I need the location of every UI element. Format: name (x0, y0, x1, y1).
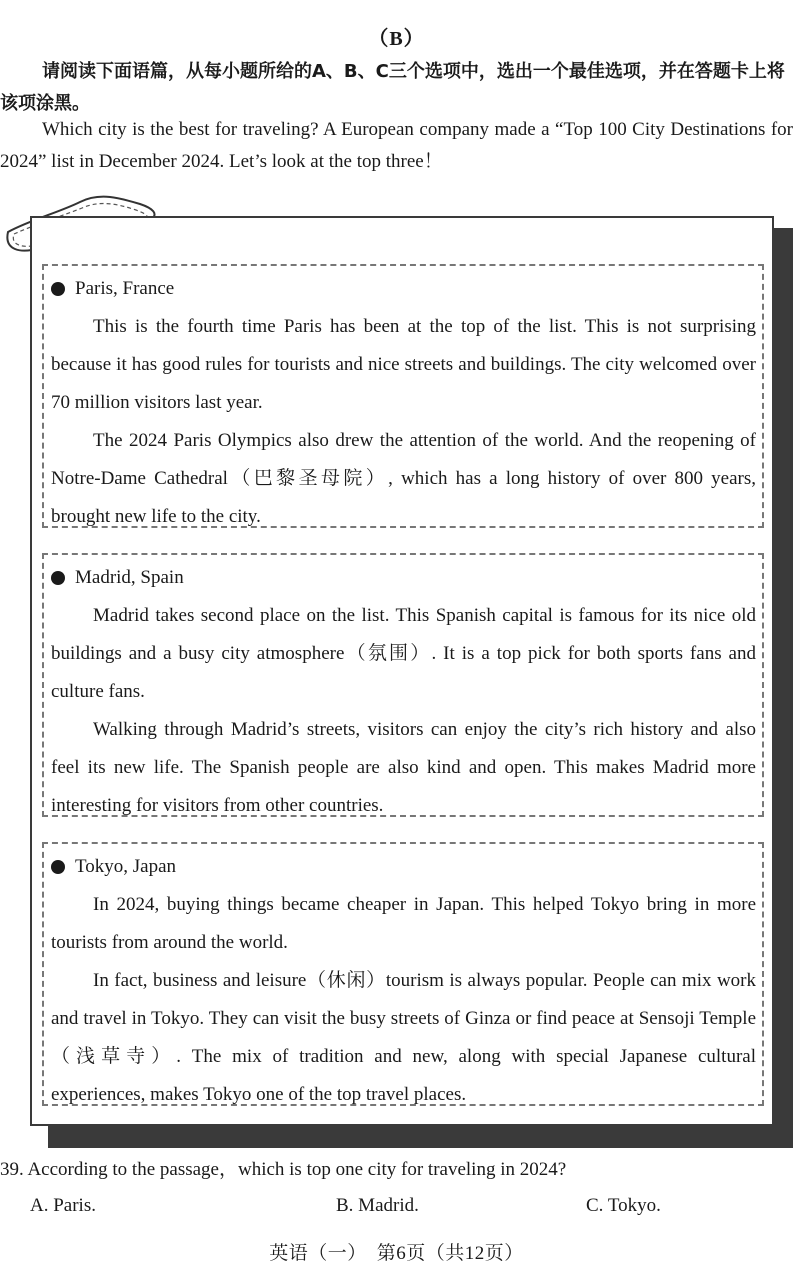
option-c[interactable]: C. Tokyo. (586, 1195, 661, 1216)
section-label: （B） (368, 28, 425, 50)
paragraph: Madrid takes second place on the list. This Spanish capital is famous for its nice old buildings and a busy city atmosphere（氛围）. It is a top pick for both sports fans and culture fans. (51, 605, 756, 702)
city-card-paris (42, 264, 764, 528)
bullet-icon (51, 860, 65, 874)
city-name: Tokyo, Japan (75, 856, 177, 877)
paragraph: In 2024, buying things became cheaper in Japan. This helped Tokyo bring in more tourists from around the world. (51, 894, 756, 953)
city-name: Madrid, Spain (75, 567, 184, 588)
question-39: 39. According to the passage，which is top one city for traveling in 2024? (0, 1159, 567, 1180)
bullet-icon (51, 571, 65, 585)
option-a[interactable]: A. Paris. (30, 1195, 96, 1216)
answer-options (0, 1190, 793, 1222)
city-heading (51, 848, 756, 886)
bullet-icon (51, 282, 65, 296)
paragraph: This is the fourth time Paris has been at the top of the list. This is not surprising because it has good rules for tourists and nice streets and buildings. The city welcomed over 70 million visitors last year. (51, 316, 756, 413)
city-heading (51, 559, 756, 597)
city-heading (51, 270, 756, 308)
paragraph: Walking through Madrid’s streets, visitors can enjoy the city’s rich history and also feel its new life. The Spanish people are also kind and open. This makes Madrid more interesting for visitors from other countries. (51, 719, 756, 816)
city-name: Paris, France (75, 278, 175, 299)
city-card-madrid (42, 553, 764, 817)
page-footer: 英语（一） 第6页（共12页） (269, 1243, 524, 1264)
paragraph: In fact, business and leisure（休闲）tourism is always popular. People can mix work and travel in Tokyo. They can visit the busy streets of Ginza or find peace at Sensoji Temple（浅草寺）. The mix of tradition and new, along with special Japanese cultural experiences, makes Tokyo one of the top travel places. (51, 970, 756, 1105)
city-card-tokyo (42, 842, 764, 1106)
instruction-text: 请阅读下面语篇，从每小题所给的A、B、C三个选项中，选出一个最佳选项，并在答题卡上将该项涂黑。 (0, 61, 785, 114)
option-b[interactable]: B. Madrid. (336, 1195, 419, 1216)
paragraph: The 2024 Paris Olympics also drew the attention of the world. And the reopening of Notre-Dame Cathedral（巴黎圣母院）, which has a long history of over 800 years, brought new life to the city. (51, 430, 756, 527)
intro-paragraph: Which city is the best for traveling? A European company made a “Top 100 City Destinations for 2024” list in December 2024. Let’s look at the top three！ (0, 119, 793, 172)
